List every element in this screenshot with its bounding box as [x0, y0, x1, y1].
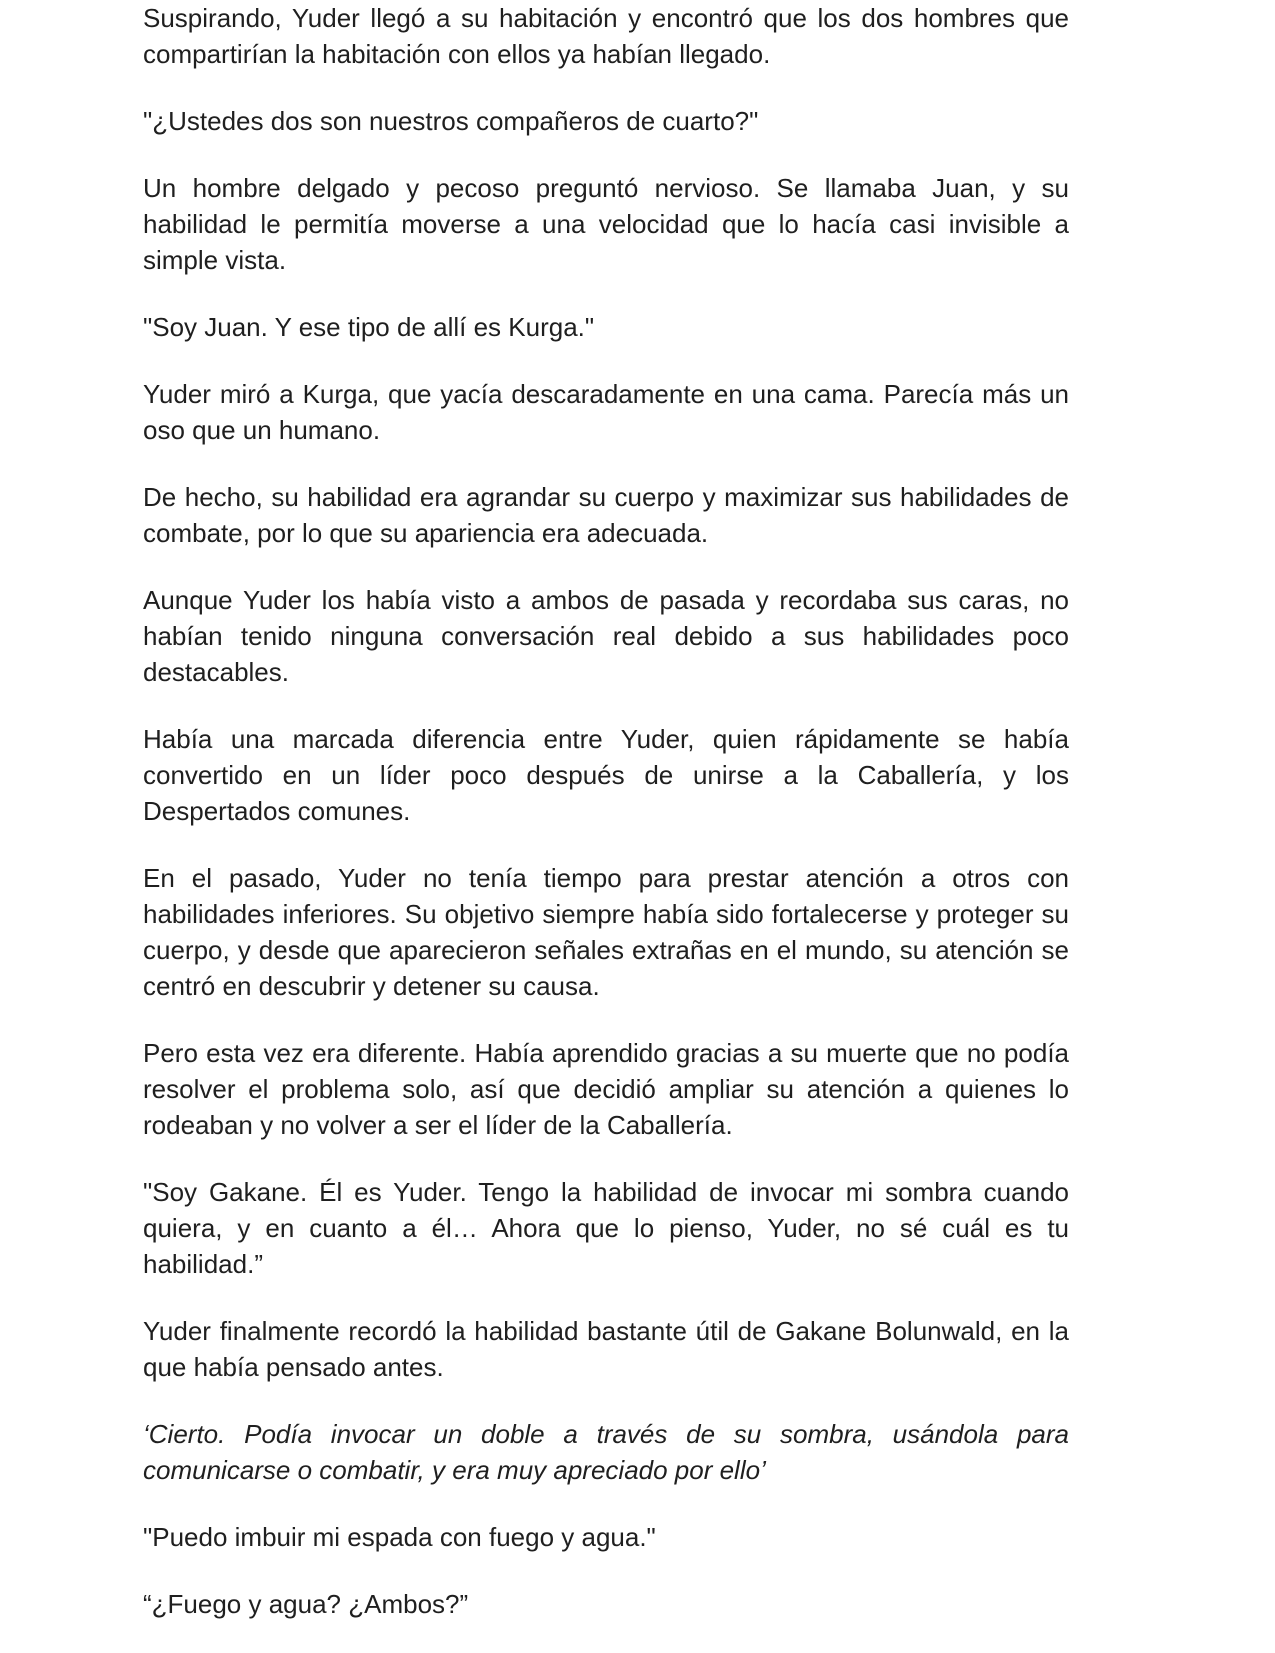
paragraph-1: Suspirando, Yuder llegó a su habitación y encontró que los dos hombres que compartirían la habitación con ellos ya habían llegado. — [143, 3, 1069, 69]
paragraph-3: Un hombre delgado y pecoso preguntó nervioso. Se llamaba Juan, y su habilidad le permitía moverse a una velocidad que lo hacía casi invisible a simple vista. — [143, 173, 1069, 275]
paragraph-4: "Soy Juan. Y ese tipo de allí es Kurga." — [143, 312, 595, 342]
paragraph-13-italic-thought: ‘Cierto. Podía invocar un doble a través de su sombra, usándola para comunicarse o combatir, y era muy apreciado por ello’ — [143, 1419, 1069, 1485]
paragraph-7: Aunque Yuder los había visto a ambos de pasada y recordaba sus caras, no habían tenido ninguna conversación real debido a sus habilidades poco destacables. — [143, 585, 1069, 687]
paragraph-2: "¿Ustedes dos son nuestros compañeros de cuarto?" — [143, 106, 759, 136]
paragraph-15: “¿Fuego y agua? ¿Ambos?” — [143, 1589, 469, 1619]
paragraph-8: Había una marcada diferencia entre Yuder, quien rápidamente se había convertido en un líder poco después de unirse a la Caballería, y los Despertados comunes. — [143, 724, 1069, 826]
paragraph-12: Yuder finalmente recordó la habilidad bastante útil de Gakane Bolunwald, en la que había pensado antes. — [143, 1316, 1069, 1382]
paragraph-9: En el pasado, Yuder no tenía tiempo para prestar atención a otros con habilidades inferiores. Su objetivo siempre había sido fortalecerse y proteger su cuerpo, y desde que aparecieron señales extrañas en el mundo, su atención se centró en descubrir y detener su causa. — [143, 863, 1069, 1001]
paragraph-10: Pero esta vez era diferente. Había aprendido gracias a su muerte que no podía resolver el problema solo, así que decidió ampliar su atención a quienes lo rodeaban y no volver a ser el líder de la Caballería. — [143, 1038, 1069, 1140]
document-page — [143, 0, 1069, 1653]
paragraph-11: "Soy Gakane. Él es Yuder. Tengo la habilidad de invocar mi sombra cuando quiera, y en cuanto a él… Ahora que lo pienso, Yuder, no sé cuál es tu habilidad.” — [143, 1177, 1069, 1279]
paragraph-5: Yuder miró a Kurga, que yacía descaradamente en una cama. Parecía más un oso que un humano. — [143, 379, 1069, 445]
paragraph-6: De hecho, su habilidad era agrandar su cuerpo y maximizar sus habilidades de combate, por lo que su apariencia era adecuada. — [143, 482, 1069, 548]
paragraph-14: "Puedo imbuir mi espada con fuego y agua." — [143, 1522, 656, 1552]
